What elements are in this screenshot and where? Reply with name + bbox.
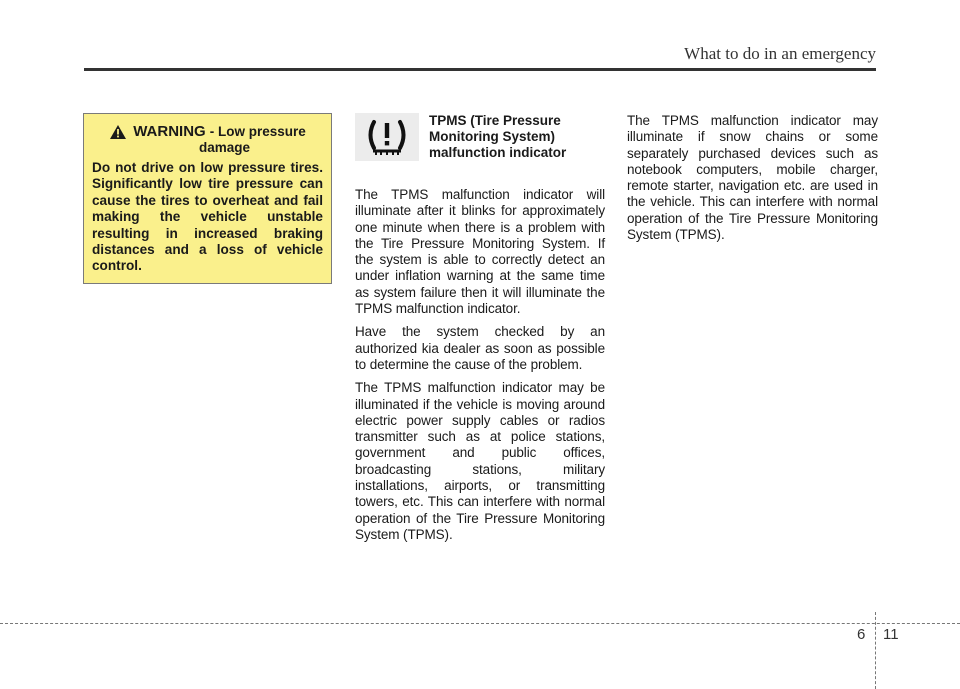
indicator-title <box>429 113 566 161</box>
col3-paragraph-1: The TPMS malfunction indicator may illuminate if snow chains or some separately purchased devices such as notebook computers, mobile charger, remote starter, navigation etc. are used in the vehicle. This can interfere with normal operation of the Tire Pressure Monitoring System (TPMS). <box>627 113 878 243</box>
tpms-malfunction-icon <box>355 113 419 161</box>
warning-title <box>133 124 306 156</box>
column-3 <box>627 113 878 250</box>
warning-triangle-icon <box>109 124 127 140</box>
chapter-number: 6 <box>857 626 866 643</box>
indicator-heading <box>355 113 605 173</box>
warning-box <box>83 113 332 284</box>
page-number: 11 <box>883 626 899 643</box>
warning-subtitle-line1: - Low pressure <box>209 124 306 139</box>
warning-subtitle-line2: damage <box>198 140 251 155</box>
section-header-title: What to do in an emergency <box>684 44 876 63</box>
indicator-title-line1: TPMS (Tire Pressure <box>429 113 561 128</box>
footer-divider <box>875 612 876 689</box>
header-rule <box>84 68 876 71</box>
col2-paragraph-2: Have the system checked by an authorized kia dealer as soon as possible to determine the cause of the problem. <box>355 324 605 372</box>
col2-paragraph-3: The TPMS malfunction indicator may be illuminated if the vehicle is moving around electric power supply cables or radios transmitter such as at police stations, government and public offices, broadcasting stations, military installations, airports, or transmitting towers, etc. This can interfere with normal operation of the Tire Pressure Monitoring System (TPMS). <box>355 380 605 542</box>
warning-label: WARNING <box>133 123 206 140</box>
indicator-title-line3: malfunction indicator <box>429 145 567 160</box>
warning-text: Do not drive on low pressure tires. Significantly low tire pressure can cause the tires to overheat and fail making the vehicle unstable resulting in increased braking distances and a loss of vehicle control. <box>92 160 323 274</box>
indicator-title-line2: Monitoring System) <box>429 129 556 144</box>
warning-header <box>92 124 323 156</box>
column-2 <box>355 113 605 550</box>
col2-paragraph-1: The TPMS malfunction indicator will illuminate after it blinks for approximately one minute when there is a problem with the Tire Pressure Monitoring System. If the system is able to correctly detect an under inflation warning at the same time as system failure then it will illuminate the TPMS malfunction indicator. <box>355 187 605 317</box>
footer-rule <box>0 623 960 624</box>
